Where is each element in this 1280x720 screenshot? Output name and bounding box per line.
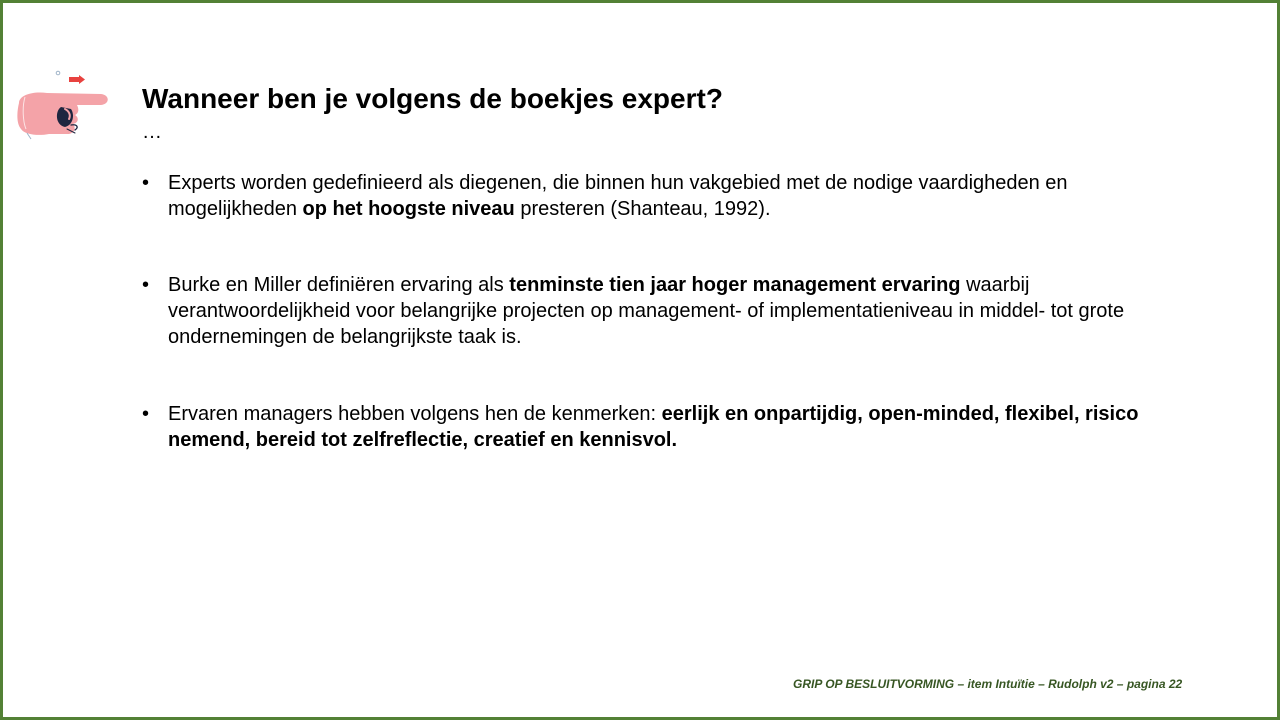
slide-footer: GRIP OP BESLUITVORMING – item Intuïtie – Rudolph v2 – pagina 22 xyxy=(793,677,1183,691)
bullet-text-bold: op het hoogste niveau xyxy=(302,198,515,220)
bullet-dot: • xyxy=(142,274,150,296)
bullet-item xyxy=(142,401,1182,453)
slide-title: Wanneer ben je volgens de boekjes expert? xyxy=(142,83,723,114)
bullet-text: presteren (Shanteau, 1992). xyxy=(514,198,771,220)
bullet-text: Burke en Miller definiëren ervaring als xyxy=(168,274,510,296)
bullet-list xyxy=(142,170,1182,503)
bullet-dot: • xyxy=(142,172,150,194)
bullet-text-bold: eerlijk en onpartijdig, open-minded, flexibel, risico nemend, bereid tot zelfreflectie, creatief en kennisvol. xyxy=(168,403,1139,451)
bullet-item xyxy=(142,272,1182,350)
bullet-text: Experts worden gedefinieerd als diegenen, die binnen hun vakgebied met de nodige vaardigheden en mogelijkheden xyxy=(168,172,1068,220)
bullet-text: waarbij verantwoordelijkheid voor belangrijke projecten op management- of implementatieniveau in middel- tot grote ondernemingen de belangrijkste taak is. xyxy=(168,274,1125,348)
bullet-dot: • xyxy=(142,403,150,425)
slide-subtitle: … xyxy=(142,121,162,143)
bullet-item xyxy=(142,170,1182,222)
pointing-hand-icon xyxy=(13,67,113,145)
bullet-text-bold: tenminste tien jaar hoger management ervaring xyxy=(509,274,961,296)
bullet-text: Ervaren managers hebben volgens hen de kenmerken: xyxy=(168,403,662,425)
